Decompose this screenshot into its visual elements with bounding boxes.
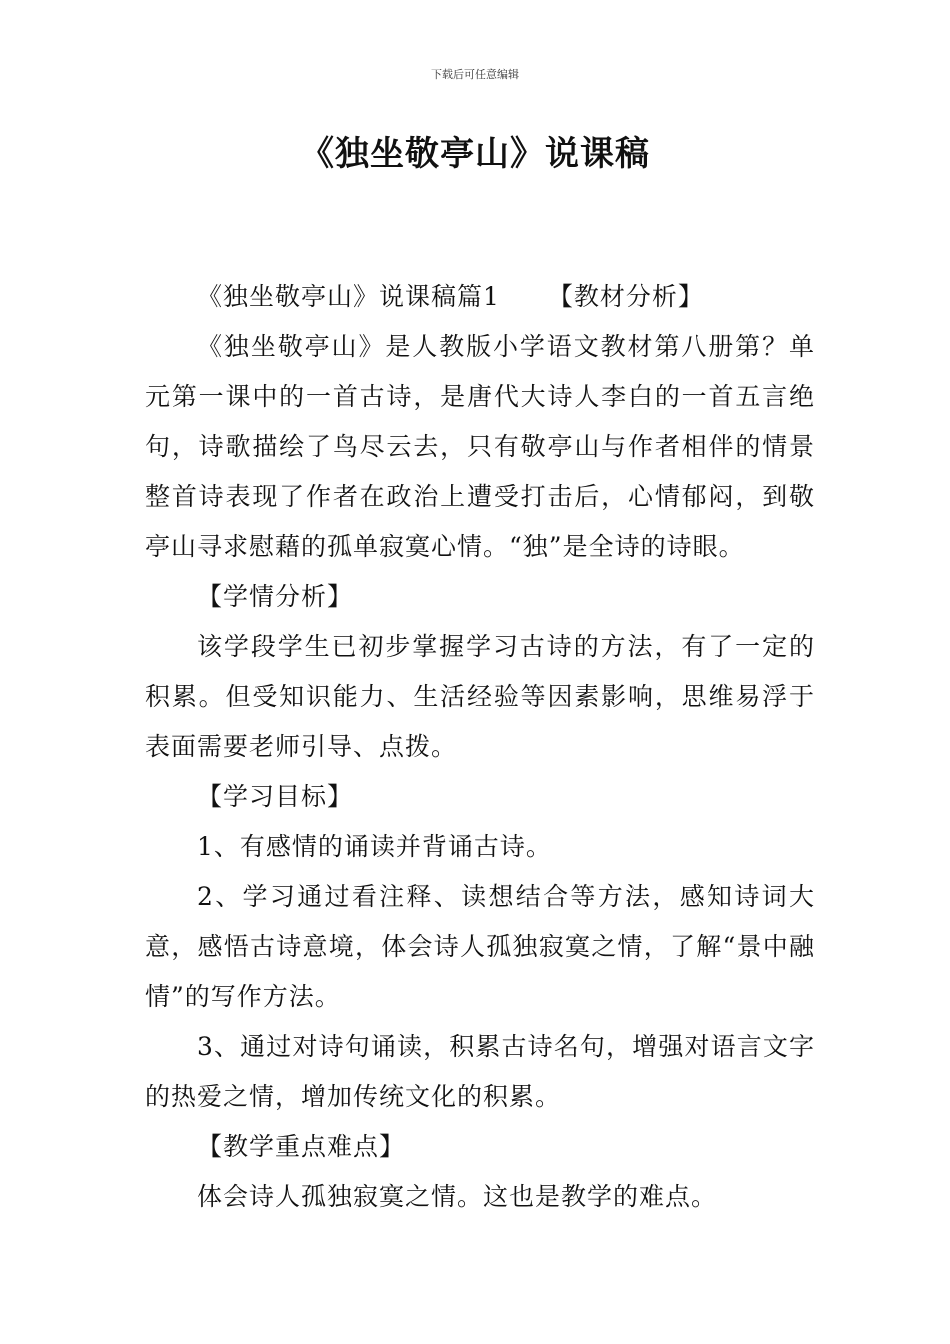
lead-line [145, 272, 815, 322]
paragraph-materials: 《独坐敬亭山》是人教版小学语文教材第八册第？单元第一课中的一首古诗，是唐代大诗人李白的一首五言绝句，诗歌描绘了鸟尽云去，只有敬亭山与作者相伴的情景整首诗表现了作者在政治上遭受打击后，心情郁闷，到敬亭山寻求慰藉的孤单寂寞心情。“独”是全诗的诗眼。 [145, 332, 815, 561]
paragraph-learners: 该学段学生已初步掌握学习古诗的方法，有了一定的积累。但受知识能力、生活经验等因素影响，思维易浮于表面需要老师引导、点拨。 [145, 632, 815, 761]
section-heading-materials: 【教材分析】 [547, 282, 704, 311]
section-heading-learners: 【学情分析】 [197, 582, 354, 611]
objective-item-3: 3、通过对诗句诵读，积累古诗名句，增强对语言文字的热爱之情，增加传统文化的积累。 [145, 1032, 815, 1111]
objective-item-1: 1、有感情的诵读并背诵古诗。 [197, 832, 552, 861]
header-note: 下载后可任意编辑 [431, 68, 519, 81]
paragraph-key-points: 体会诗人孤独寂寞之情。这也是教学的难点。 [197, 1182, 718, 1211]
section-heading-objectives: 【学习目标】 [197, 782, 354, 811]
lead-text: 《独坐敬亭山》说课稿篇1 [197, 282, 500, 311]
document-body [145, 272, 815, 1222]
objective-item-2: 2、学习通过看注释、读想结合等方法，感知诗词大意，感悟古诗意境，体会诗人孤独寂寞之情，了解“景中融情”的写作方法。 [145, 882, 815, 1011]
page-title: 《独坐敬亭山》说课稿 [300, 134, 650, 174]
section-heading-key-points: 【教学重点难点】 [197, 1132, 406, 1161]
